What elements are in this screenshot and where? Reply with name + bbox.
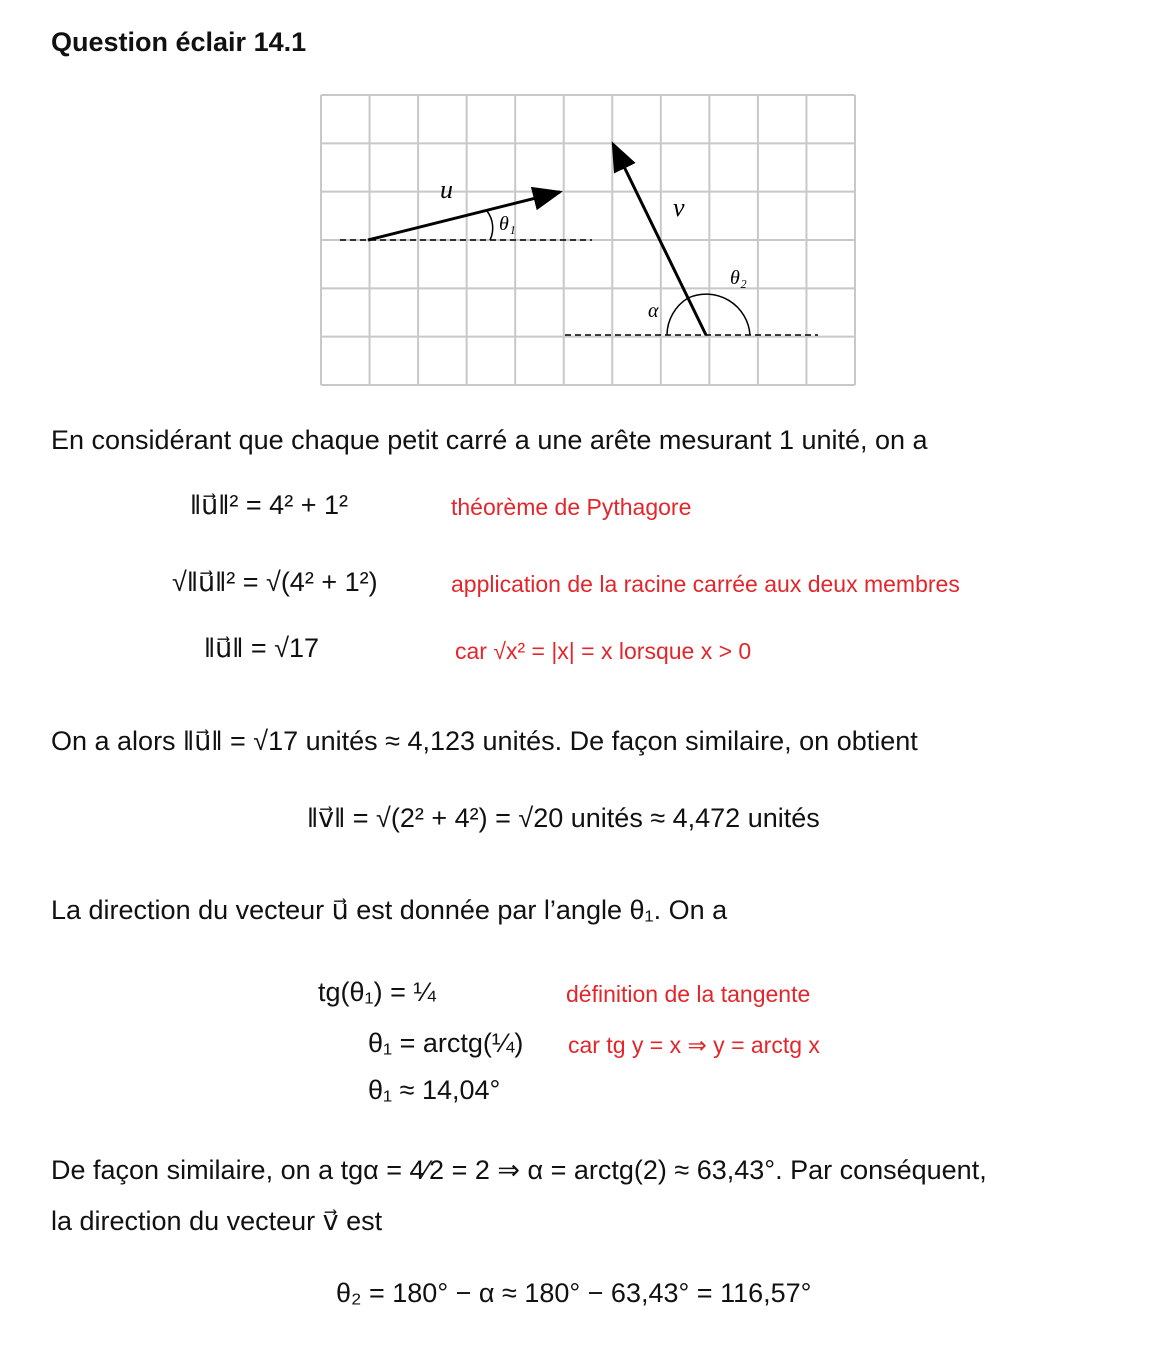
alpha-arc — [667, 298, 688, 335]
paragraph-2: On a alors ‖u⃗‖ = √17 unités ≈ 4,123 unités. De façon similaire, on obtient — [51, 726, 918, 756]
eq-sqrt-both: √‖u⃗‖² = √(4² + 1²) — [172, 567, 378, 597]
note-sqrt: application de la racine carrée aux deux membres — [451, 571, 960, 597]
note-tangente: définition de la tangente — [566, 981, 811, 1007]
label-theta2: θ₂ — [730, 267, 747, 289]
note-arctg: car tg y = x ⇒ y = arctg x — [568, 1032, 820, 1058]
label-u: u⃗ — [440, 175, 474, 204]
eq-arctg: θ₁ = arctg(¼) — [368, 1028, 524, 1058]
paragraph-4-line1: De façon similaire, on a tgα = 4⁄2 = 2 ⇒ α = arctg(2) ≈ 63,43°. Par conséquent, — [51, 1155, 987, 1185]
paragraph-4-line2: la direction du vecteur v⃗ est — [51, 1206, 383, 1236]
eq-theta1-value: θ₁ ≈ 14,04° — [368, 1075, 501, 1105]
label-theta1: θ₁ — [499, 213, 516, 235]
title: Question éclair 14.1 — [51, 27, 307, 57]
label-alpha: α — [648, 300, 659, 322]
note-abs: car √x² = |x| = x lorsque x > 0 — [455, 638, 752, 664]
note-pythagore: théorème de Pythagore — [451, 494, 692, 520]
eq-u-squared: ‖u⃗‖² = 4² + 1² — [190, 490, 348, 520]
theta1-arc — [487, 211, 493, 240]
vector-diagram — [320, 94, 860, 390]
eq-tg-theta1: tg(θ₁) = ¼ — [318, 977, 436, 1007]
eq-norm-u: ‖u⃗‖ = √17 — [204, 633, 320, 663]
eq-norm-v: ‖v⃗‖ = √(2² + 4²) = √20 unités ≈ 4,472 unités — [307, 803, 820, 833]
paragraph-1: En considérant que chaque petit carré a une arête mesurant 1 unité, on a — [51, 425, 928, 455]
eq-theta2: θ₂ = 180° − α ≈ 180° − 63,43° = 116,57° — [336, 1278, 812, 1308]
paragraph-3: La direction du vecteur u⃗ est donnée par l’angle θ₁. On a — [51, 895, 728, 925]
label-v: v⃗ — [673, 193, 705, 222]
